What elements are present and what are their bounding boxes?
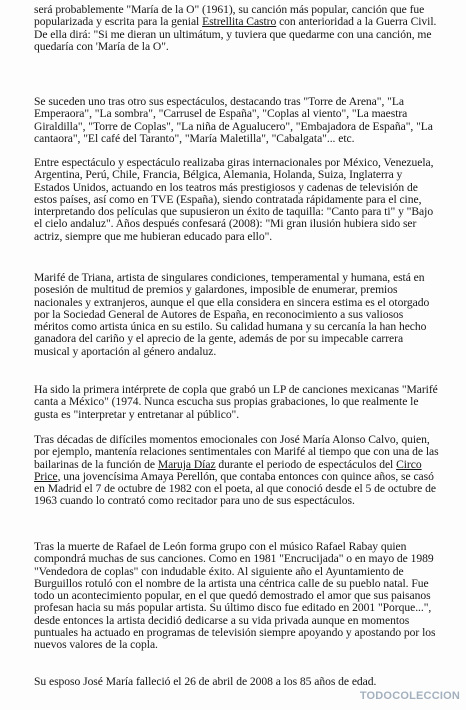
- text-line: méritos como artista única en su estilo. Su calidad humana y su cercanía la han hecho: [34, 320, 427, 334]
- text-line: ganadora del cariño y el aprecio de la gente, además de por su impecable carrera: [34, 332, 404, 346]
- text-line: por la Sociedad General de Autores de España, en reconocimiento a sus valiosos: [34, 307, 404, 321]
- text-line: interpretando dos películas que supusieron un éxito de taquilla: "Canto para ti" y "Bajo: [34, 205, 434, 219]
- text-line: "Vendedora de coplas" con indudable éxito. Al siguiente año el Ayuntamiento de: [34, 564, 404, 578]
- text-line: estos países, así como en TVE (España), siendo contratada rápidamente para el cine,: [34, 192, 422, 206]
- text-line: actriz, siempre que me hubieran educado para ello".: [34, 229, 273, 243]
- text-line: quedaría con 'María de la O".: [34, 39, 169, 53]
- text-line: De ella dirá: "Si me dieran un ultimátum, y tuviera que quedarme con una canción, me: [34, 27, 432, 41]
- text-fragment: durante el periodo de espectáculos del: [215, 457, 397, 471]
- text-line: puntuales ha actuado en programas de televisión siempre apoyando y apostando por los: [34, 626, 436, 640]
- link-circo-price[interactable]: Circo: [396, 457, 422, 471]
- text-line: nacionales y extranjeros, aunque el que ella considera en sincera estima es el otorgado: [34, 295, 430, 309]
- link-maruja-diaz[interactable]: Maruja Díaz: [157, 457, 216, 471]
- text-line: musical y aportación al género andaluz.: [34, 344, 217, 358]
- text-fragment: bailarinas de la función de: [34, 457, 158, 471]
- text-line: Emperaora", "La sombra", "Carrusel de España", "Coplas al viento", "La maestra: [34, 107, 408, 121]
- text-line: desde entonces la artista decidió dedicarse a su vida privada aunque en momentos: [34, 613, 410, 627]
- text-fragment: con anterioridad a la Guerra Civil.: [276, 15, 437, 29]
- paragraph-fallecimiento: [34, 676, 454, 688]
- paragraph-matrimonio: [34, 434, 454, 508]
- text-line: Argentina, Perú, Chile, Francia, Bélgica, Alemania, Holanda, Suiza, Inglaterra y: [34, 168, 403, 182]
- link-circo-price[interactable]: Price: [34, 469, 58, 483]
- link-estrellita-castro[interactable]: Estrellita Castro: [202, 15, 277, 29]
- text-line: Estados Unidos, actuando en los teatros más prestigiosos y cadenas de televisión de: [34, 180, 418, 194]
- paragraph-premios: [34, 272, 454, 358]
- paragraph-maria-de-la-o: [34, 4, 454, 53]
- paragraph-rafael-rabay: [34, 541, 454, 652]
- text-line: el cielo andaluz". Años después confesará (2008): "Mi gran ilusión hubiera sido ser: [34, 217, 417, 231]
- text-line: canta a México" (1974. Nunca escucha sus propias grabaciones, lo que realmente le: [34, 395, 419, 409]
- text-line: posesión de multitud de premios y galardones, imposible de enumerar, premios: [34, 283, 398, 297]
- watermark: TODOCOLECCION: [359, 690, 460, 702]
- text-line: 1963 cuando lo contrató como recitador para uno de sus espectáculos.: [34, 494, 355, 508]
- text-fragment: popularizada y escrita para la genial: [34, 15, 203, 29]
- text-line: Burguillos rotuló con el nombre de la artista una céntrica calle de su pueblo natal. Fue: [34, 576, 429, 590]
- text-line: Se suceden uno tras otro sus espectáculos, destacando tras "Torre de Arena", "La: [34, 95, 404, 108]
- text-line: Marifé de Triana, artista de singulares condiciones, temperamental y humana, está en: [34, 271, 425, 284]
- text-line: Entre espectáculo y espectáculo realizaba giras internacionales por México, Venezuela,: [34, 156, 434, 169]
- text-line: Tras la muerte de Rafael de León forma grupo con el músico Rafael Rabay quien: [34, 540, 407, 553]
- text-line: gusta es "interpretar y entretanar al público".: [34, 407, 240, 421]
- text-line: por ejemplo, mantenía relaciones sentimentales con Marifé al tiempo que con una de las: [34, 445, 439, 459]
- text-line: compondrá muchas de sus canciones. Como en 1981 "Encrucijada" o en mayo de 1989: [34, 552, 434, 566]
- text-line: [34, 16, 454, 28]
- paragraph-espectaculos: [34, 96, 454, 145]
- text-line: Tras décadas de difíciles momentos emocionales con José María Alonso Calvo, quien,: [34, 433, 430, 446]
- text-line: nuevos valores de la copla.: [34, 638, 158, 652]
- text-line: Ha sido la primera intérprete de copla que grabó un LP de canciones mexicanas "Marifé: [34, 383, 438, 396]
- text-line: todo un acontecimiento popular, en el que quedó demostrado el amor que sus paisanos: [34, 589, 431, 603]
- text-line: profesan hacia su más popular artista. Su último disco fue editado en 2001 "Porque...",: [34, 601, 432, 615]
- text-line: será probablemente "María de la O" (1961), su canción más popular, canción que fue: [34, 3, 425, 16]
- paragraph-giras: [34, 157, 454, 243]
- text-fragment: , una jovencísima Amaya Perellón, que contaba entonces con quince años, se casó: [57, 469, 434, 483]
- text-line: Su esposo José María falleció el 26 de abril de 2008 a los 85 años de edad.: [34, 675, 377, 688]
- text-line: cantaora", "El café del Taranto", "María Maletilla", "Cabalgata"... etc.: [34, 131, 355, 145]
- text-line: en Madrid el 7 de octubre de 1982 con el poeta, al que conoció desde el 5 de octubre de: [34, 482, 436, 496]
- paragraph-lp-mexico: [34, 384, 454, 421]
- text-line: Giraldilla", "Torre de Coplas", "La niña de Agualucero", "Embajadora de España", "La: [34, 119, 433, 133]
